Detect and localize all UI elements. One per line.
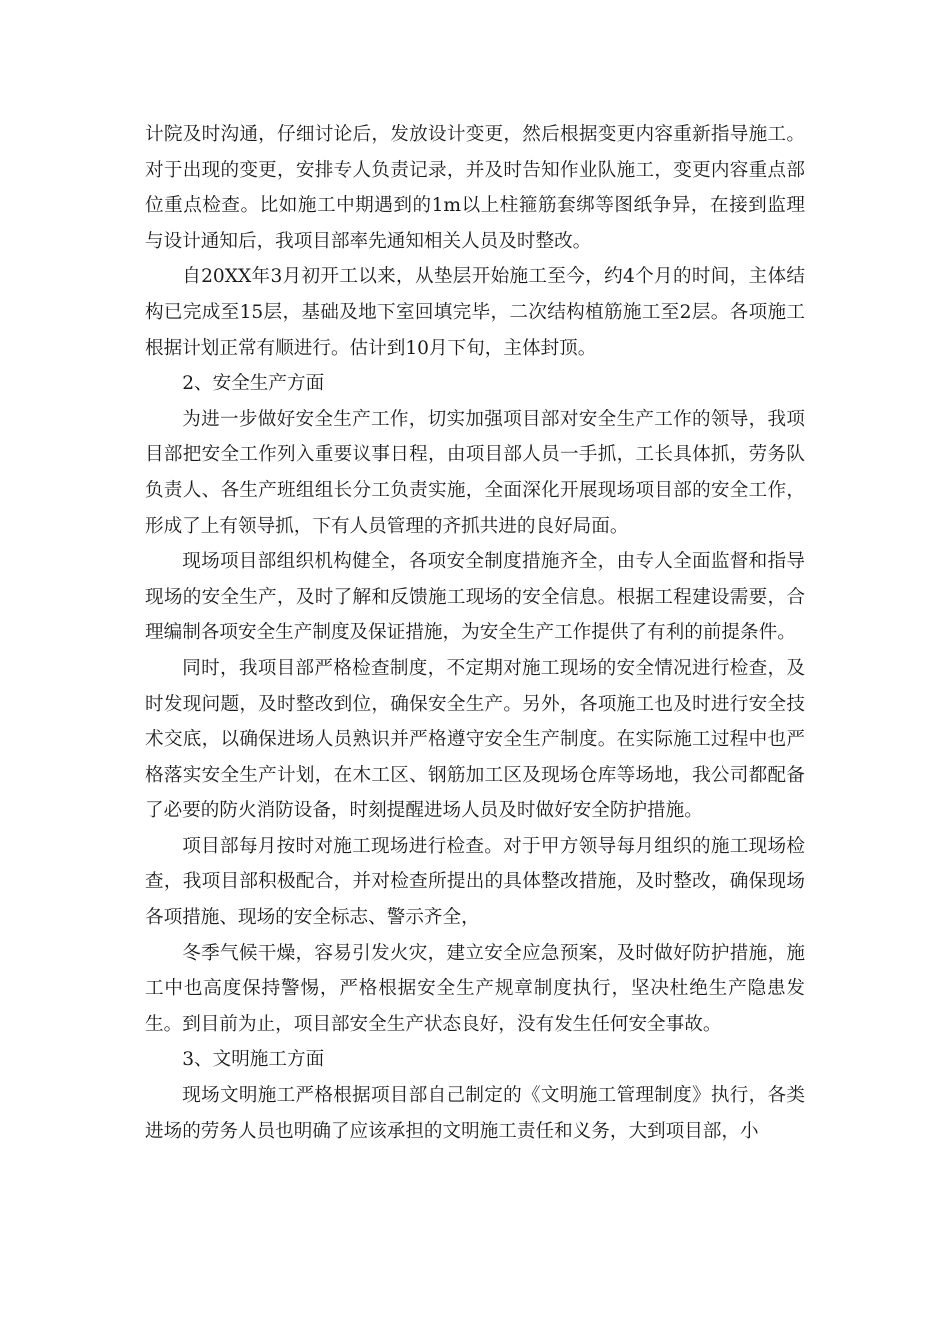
body-paragraph: 计院及时沟通，仔细讨论后，发放设计变更，然后根据变更内容重新指导施工。对于出现的变更，安排专人负责记录，并及时告知作业队施工，变更内容重点部位重点检查。比如施工中期遇到的1m以上柱箍筋套绑等图纸争异，在接到监理与设计通知后，我项目部率先通知相关人员及时整改。 xyxy=(145,124,805,252)
body-paragraph: 现场项目部组织机构健全，各项安全制度措施齐全，由专人全面监督和指导现场的安全生产，及时了解和反馈施工现场的安全信息。根据工程建设需要，合理编制各项安全生产制度及保证措施，为安全生产工作提供了有利的前提条件。 xyxy=(145,551,805,644)
section-heading: 2、安全生产方面 xyxy=(182,373,325,395)
body-paragraph: 同时，我项目部严格检查制度，不定期对施工现场的安全情况进行检查，及时发现问题，及时整改到位，确保安全生产。另外，各项施工也及时进行安全技术交底，以确保进场人员熟识并严格遵守安全生产制度。在实际施工过程中也严格落实安全生产计划，在木工区、钢筋加工区及现场仓库等场地，我公司都配备了必要的防火消防设备，时刻提醒进场人员及时做好安全防护措施。 xyxy=(145,657,805,822)
body-paragraph: 项目部每月按时对施工现场进行检查。对于甲方领导每月组织的施工现场检查，我项目部积极配合，并对检查所提出的具体整改措施，及时整改，确保现场各项措施、现场的安全标志、警示齐全， xyxy=(145,835,805,929)
section-heading: 3、文明施工方面 xyxy=(182,1049,325,1071)
body-paragraph: 自20XX年3月初开工以来，从垫层开始施工至今，约4个月的时间，主体结构已完成至15层，基础及地下室回填完毕，二次结构植筋施工至2层。各项施工根据计划正常有顺进行。估计到10月下旬，主体封顶。 xyxy=(145,266,805,359)
body-paragraph: 冬季气候干燥，容易引发火灾，建立安全应急预案，及时做好防护措施，施工中也高度保持警惕，严格根据安全生产规章制度执行，坚决杜绝生产隐患发生。到目前为止，项目部安全生产状态良好，没有发生任何安全事故。 xyxy=(145,942,805,1035)
document-body xyxy=(145,117,805,1149)
body-paragraph: 为进一步做好安全生产工作，切实加强项目部对安全生产工作的领导，我项目部把安全工作列入重要议事日程，由项目部人员一手抓，工长具体抓，劳务队负责人、各生产班组组长分工负责实施，全面深化开展现场项目部的安全工作，形成了上有领导抓，下有人员管理的齐抓共进的良好局面。 xyxy=(145,408,805,537)
body-paragraph: 现场文明施工严格根据项目部自己制定的《文明施工管理制度》执行，各类进场的劳务人员也明确了应该承担的文明施工责任和义务，大到项目部，小 xyxy=(145,1085,805,1142)
